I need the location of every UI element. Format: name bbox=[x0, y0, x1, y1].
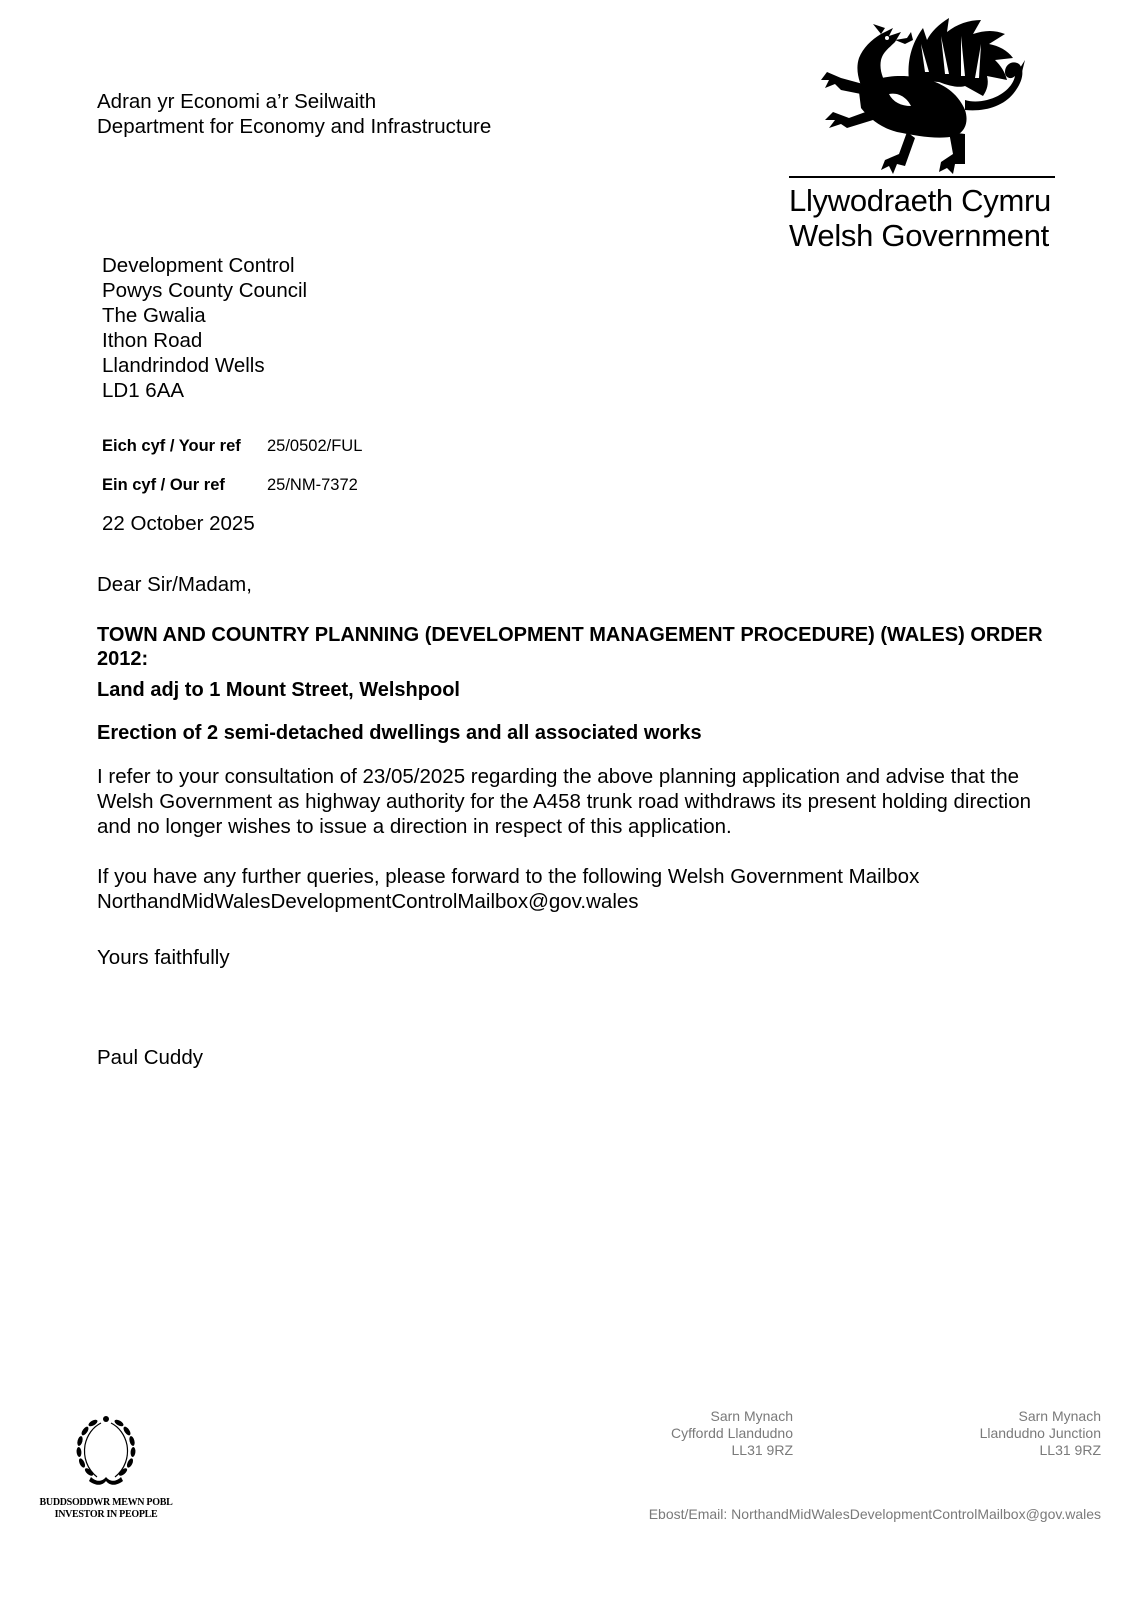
government-wordmark bbox=[789, 183, 1051, 253]
government-name-english: Welsh Government bbox=[789, 218, 1049, 253]
footer-address-line: Sarn Mynach bbox=[1018, 1408, 1101, 1424]
signatory-name: Paul Cuddy bbox=[97, 1046, 203, 1069]
address-line: Llandrindod Wells bbox=[102, 354, 265, 377]
body-paragraph: I refer to your consultation of 23/05/2025 regarding the above planning application and advise that the Welsh Government as highway authority for the A458 trunk road withdraws its present holding direction and no longer wishes to issue a direction in respect of this application. bbox=[97, 765, 1032, 838]
department-header bbox=[97, 89, 491, 139]
our-reference-label: Ein cyf / Our ref bbox=[102, 476, 225, 494]
footer-address-welsh bbox=[671, 1408, 793, 1459]
footer-address-english bbox=[980, 1408, 1101, 1459]
proposal-description: Erection of 2 semi-detached dwellings and all associated works bbox=[97, 722, 702, 744]
recipient-address bbox=[102, 253, 307, 403]
queries-text: If you have any further queries, please forward to the following Welsh Government Mailbox bbox=[97, 865, 920, 888]
government-name-welsh: Llywodraeth Cymru bbox=[789, 183, 1051, 218]
department-name-english: Department for Economy and Infrastructure bbox=[97, 115, 492, 138]
iip-welsh-text: BUDDSODDWR MEWN POBL bbox=[39, 1497, 173, 1508]
address-line: Ithon Road bbox=[102, 329, 203, 352]
investor-in-people-logo bbox=[27, 1411, 185, 1519]
iip-english-text: INVESTOR IN PEOPLE bbox=[54, 1509, 158, 1520]
our-reference-row bbox=[102, 476, 362, 515]
mailbox-address: NorthandMidWalesDevelopmentControlMailbox@gov.wales bbox=[97, 890, 639, 913]
footer-address-line: Cyffordd Llandudno bbox=[671, 1425, 793, 1441]
footer-address-line: Sarn Mynach bbox=[710, 1408, 793, 1424]
your-reference-label: Eich cyf / Your ref bbox=[102, 437, 241, 455]
your-reference-value: 25/0502/FUL bbox=[267, 437, 363, 455]
salutation: Dear Sir/Madam, bbox=[97, 573, 252, 596]
address-line: The Gwalia bbox=[102, 304, 206, 327]
footer-address-line: Llandudno Junction bbox=[979, 1425, 1101, 1441]
legislation-heading: TOWN AND COUNTRY PLANNING (DEVELOPMENT MANAGEMENT PROCEDURE) (WALES) ORDER 2012: bbox=[97, 624, 1043, 670]
closing: Yours faithfully bbox=[97, 946, 230, 969]
address-line: Powys County Council bbox=[102, 279, 308, 302]
letter-date: 22 October 2025 bbox=[102, 512, 255, 535]
queries-paragraph bbox=[97, 864, 1057, 914]
footer-address-line: LL31 9RZ bbox=[1039, 1442, 1101, 1458]
address-line: LD1 6AA bbox=[102, 379, 185, 402]
your-reference-row bbox=[102, 437, 362, 476]
department-name-welsh: Adran yr Economi a’r Seilwaith bbox=[97, 90, 377, 113]
our-reference-value: 25/NM-7372 bbox=[267, 476, 358, 494]
address-line: Development Control bbox=[102, 254, 295, 277]
footer-address-line: LL31 9RZ bbox=[731, 1442, 793, 1458]
reference-block bbox=[102, 437, 362, 515]
logo-divider bbox=[789, 176, 1055, 178]
footer-email: Ebost/Email: NorthandMidWalesDevelopmentControlMailbox@gov.wales bbox=[648, 1506, 1101, 1522]
site-address: Land adj to 1 Mount Street, Welshpool bbox=[97, 679, 460, 701]
laurel-wreath-icon bbox=[27, 1411, 185, 1491]
welsh-dragon-icon bbox=[789, 14, 1055, 176]
